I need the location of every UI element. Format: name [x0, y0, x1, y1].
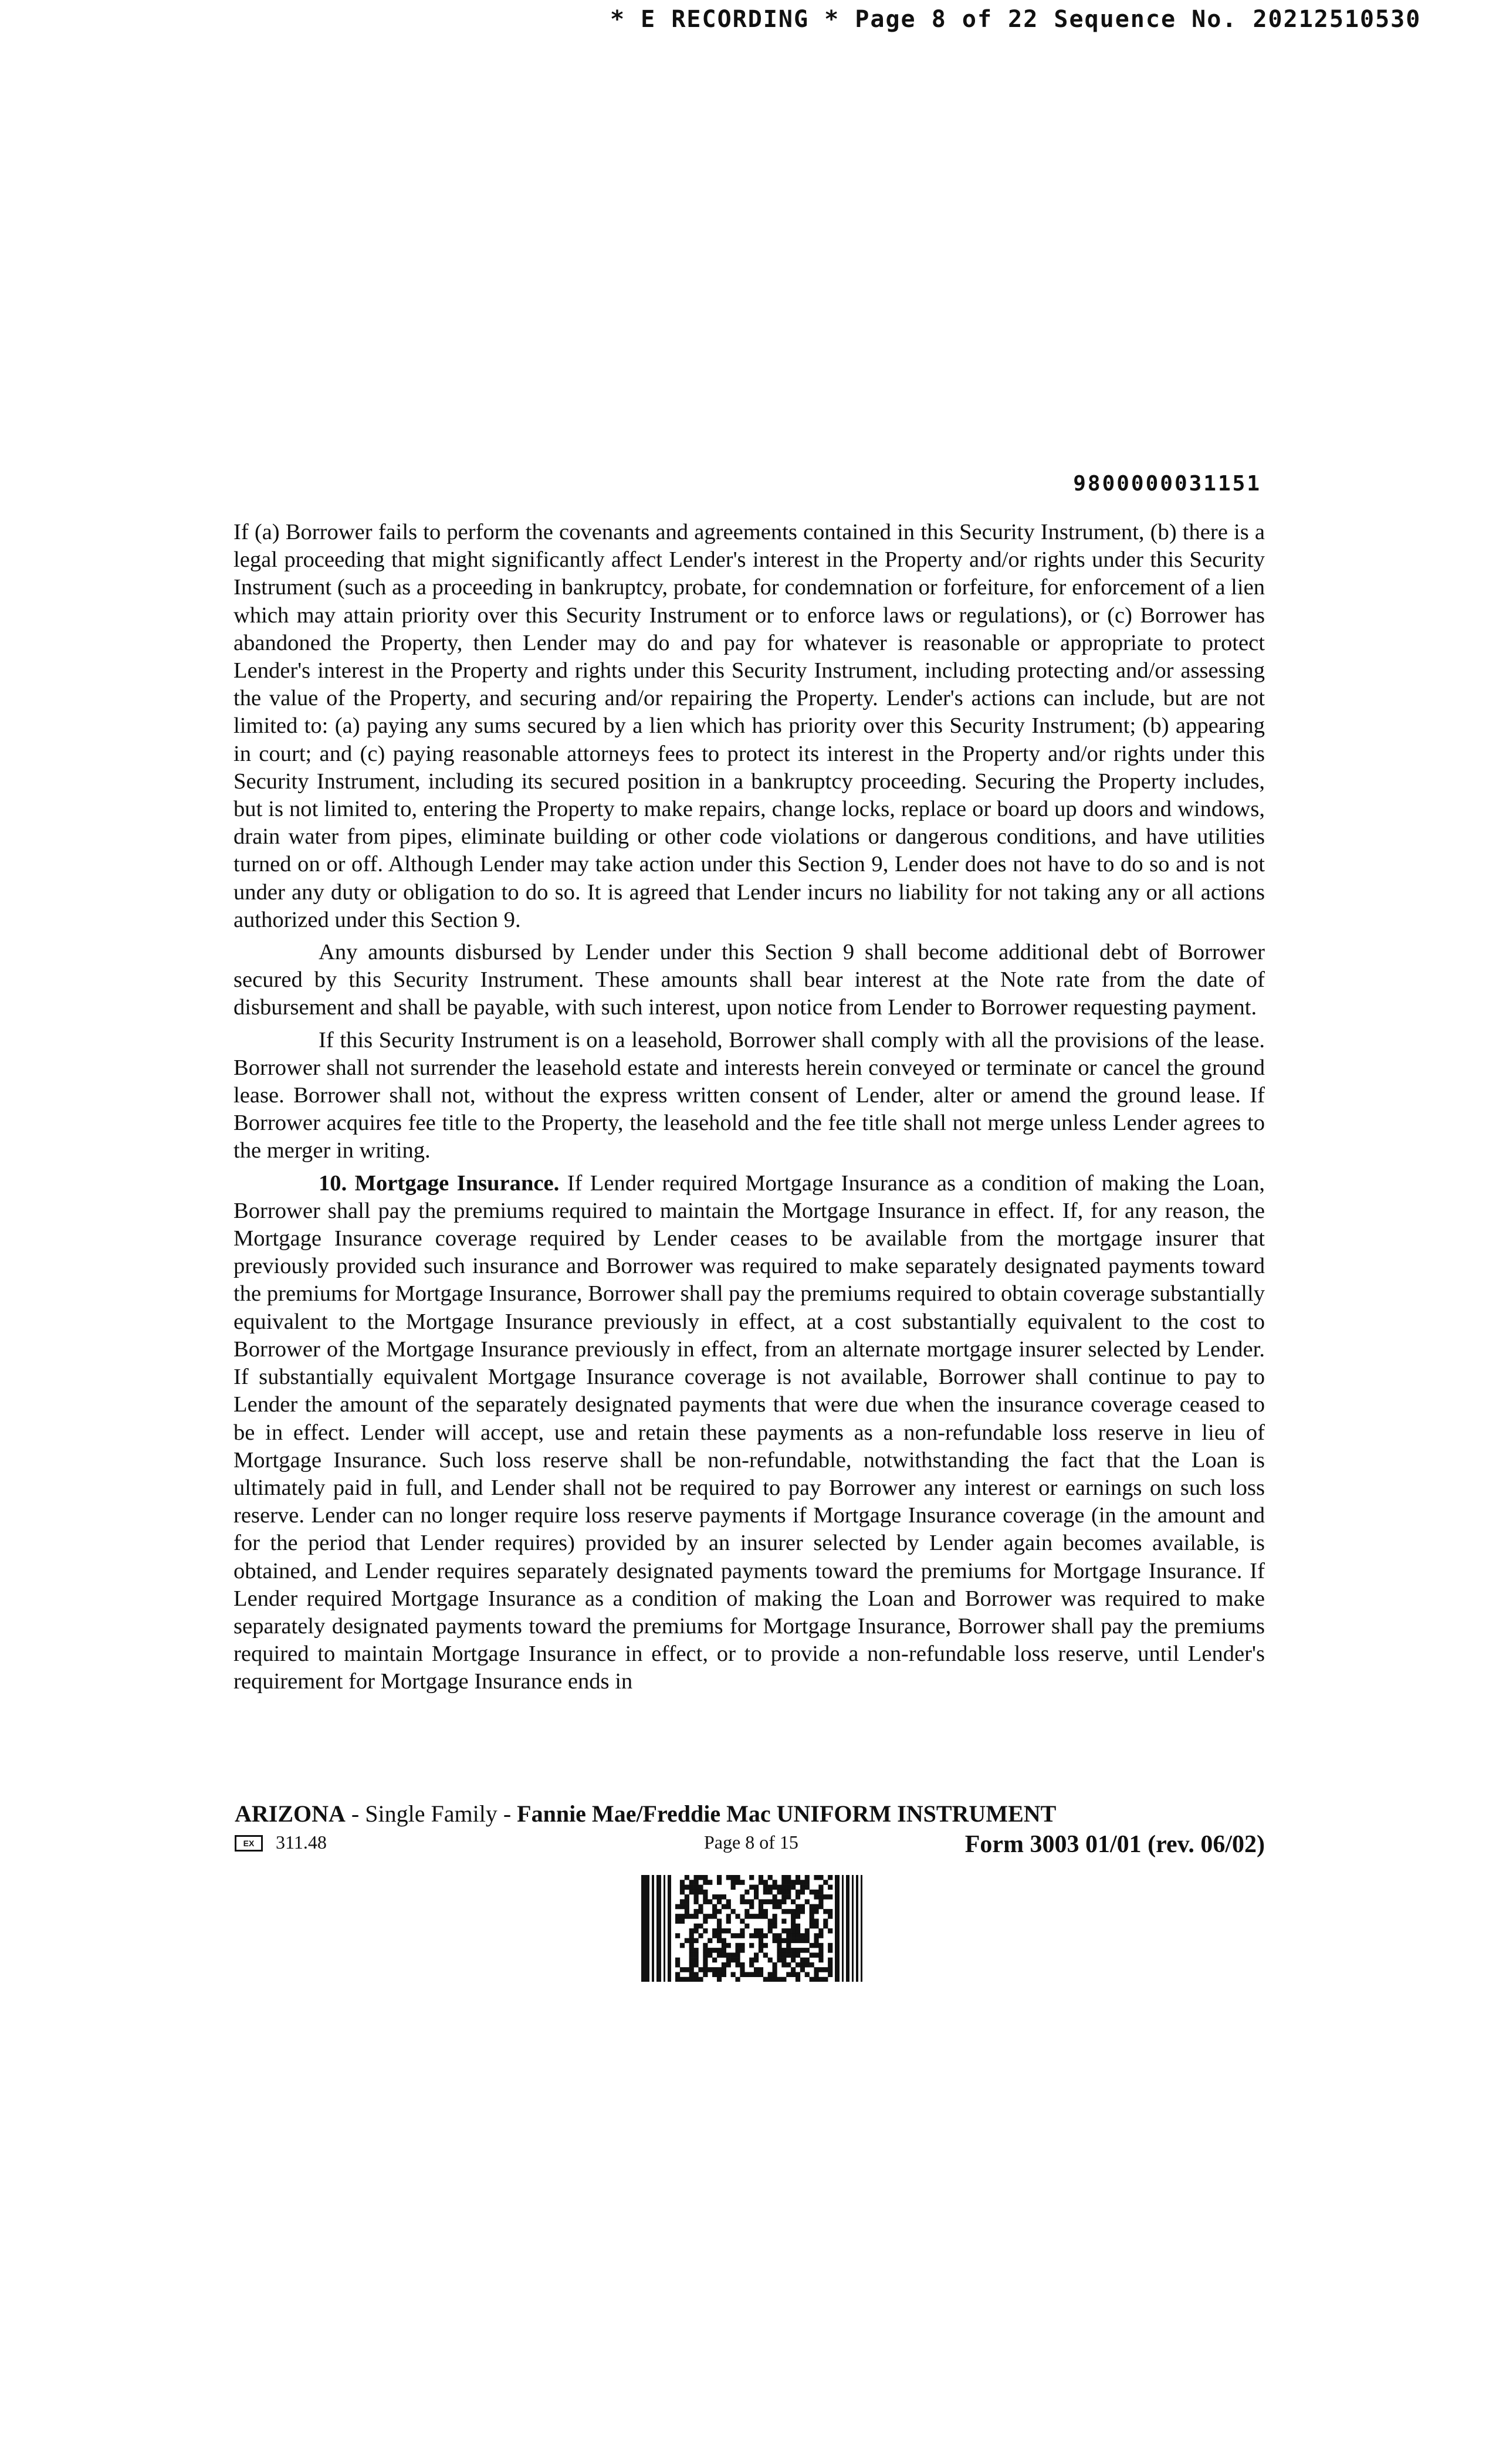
section-10-mortgage-insurance — [233, 1170, 1265, 1696]
footer-instrument-title — [235, 1800, 1056, 1827]
barcode-icon — [641, 1875, 864, 1982]
footer-family: Single Family — [365, 1800, 497, 1827]
section-10-heading: 10. Mortgage Insurance. — [319, 1170, 560, 1196]
paragraph-protection-of-lender-interest: If (a) Borrower fails to perform the covenants and agreements contained in this Security Instrument, (b) there is a legal proceeding that might significantly affect Lender's interest in the Property and/or rights under this Security Instrument (such as a proceeding in bankruptcy, probate, for condemnation or forfeiture, for enforcement of a lien which may attain priority over this Security Instrument or to enforce laws or regulations), or (c) Borrower has abandoned the Property, then Lender may do and pay for whatever is reasonable or appropriate to protect Lender's interest in the Property and rights under this Security Instrument, including protecting and/or assessing the value of the Property, and securing and/or repairing the Property. Lender's actions can include, but are not limited to: (a) paying any sums secured by a lien which has priority over this Security Instrument; (b) appearing in court; and (c) paying reasonable attorneys fees to protect its interest in the Property and/or rights under this Security Instrument, including its secured position in a bankruptcy proceeding. Securing the Property includes, but is not limited to, entering the Property to make repairs, change locks, replace or board up doors and windows, drain water from pipes, eliminate building or other code violations or dangerous conditions, and have utilities turned on or off. Although Lender may take action under this Section 9, Lender does not have to do so and is not under any duty or obligation to do so. It is agreed that Lender incurs no liability for not taking any or all actions authorized under this Section 9. — [233, 520, 1265, 932]
barcode-left-guard — [641, 1875, 671, 1982]
recording-stamp: * E RECORDING * Page 8 of 22 Sequence No. 20212510530 — [610, 6, 1421, 33]
footer-instrument: Fannie Mae/Freddie Mac UNIFORM INSTRUMENT — [517, 1800, 1057, 1827]
barcode-right-guard — [835, 1875, 862, 1982]
document-systems-logo-icon: EX — [235, 1835, 263, 1852]
form-code: 311.48 — [276, 1832, 327, 1853]
section-10-text: If Lender required Mortgage Insurance as a condition of making the Loan, Borrower shall pay the premiums required to maintain the Mortgage Insurance in effect. If, for any reason, the Mortgage Insurance coverage required by Lender ceases to be available from the mortgage insurer that previously provided such insurance and Borrower was required to make separately designated payments toward the premiums for Mortgage Insurance, Borrower shall pay the premiums required to obtain coverage substantially equivalent to the Mortgage Insurance previously in effect, at a cost substantially equivalent to the cost to Borrower of the Mortgage Insurance previously in effect, from an alternate mortgage insurer selected by Lender. If substantially equivalent Mortgage Insurance coverage is not available, Borrower shall continue to pay to Lender the amount of the separately designated payments that were due when the insurance coverage ceased to be in effect. Lender will accept, use and retain these payments as a non-refundable loss reserve in lieu of Mortgage Insurance. Such loss reserve shall be non-refundable, notwithstanding the fact that the Loan is ultimately paid in full, and Lender shall not be required to pay Borrower any interest or earnings on such loss reserve. Lender can no longer require loss reserve payments if Mortgage Insurance coverage (in the amount and for the period that Lender requires) provided by an insurer selected by Lender again becomes available, is obtained, and Lender requires separately designated payments toward the premiums for Mortgage Insurance. If Lender required Mortgage Insurance as a condition of making the Loan and Borrower was required to make separately designated payments toward the premiums for Mortgage Insurance, Borrower shall pay the premiums required to maintain Mortgage Insurance in effect, or to provide a non-refundable loss reserve, until Lender's requirement for Mortgage Insurance ends in — [233, 1170, 1265, 1694]
form-number: Form 3003 01/01 (rev. 06/02) — [964, 1831, 1265, 1858]
barcode-data-modules — [675, 1875, 832, 1982]
footer-separator: - — [497, 1800, 517, 1827]
page-number: Page 8 of 15 — [704, 1832, 798, 1853]
footer-separator: - — [345, 1800, 365, 1827]
document-body — [233, 519, 1265, 1701]
paragraph-leasehold: If this Security Instrument is on a leasehold, Borrower shall comply with all the provisions of the lease. Borrower shall not surrender the leasehold estate and interests herein conveyed or terminate or cancel the ground lease. Borrower shall not, without the express written consent of Lender, alter or amend the ground lease. If Borrower acquires fee title to the Property, the leasehold and the fee title shall not merge unless Lender agrees to the merger in writing. — [233, 1027, 1265, 1163]
loan-number: 9800000031151 — [1073, 472, 1261, 496]
footer-meta — [235, 1830, 1265, 1860]
footer-state: ARIZONA — [235, 1800, 346, 1827]
paragraph-disbursed-amounts: Any amounts disbursed by Lender under this Section 9 shall become additional debt of Borrower secured by this Security Instrument. These amounts shall bear interest at the Note rate from the date of disbursement and shall be payable, with such interest, upon notice from Lender to Borrower requesting payment. — [233, 940, 1265, 1020]
